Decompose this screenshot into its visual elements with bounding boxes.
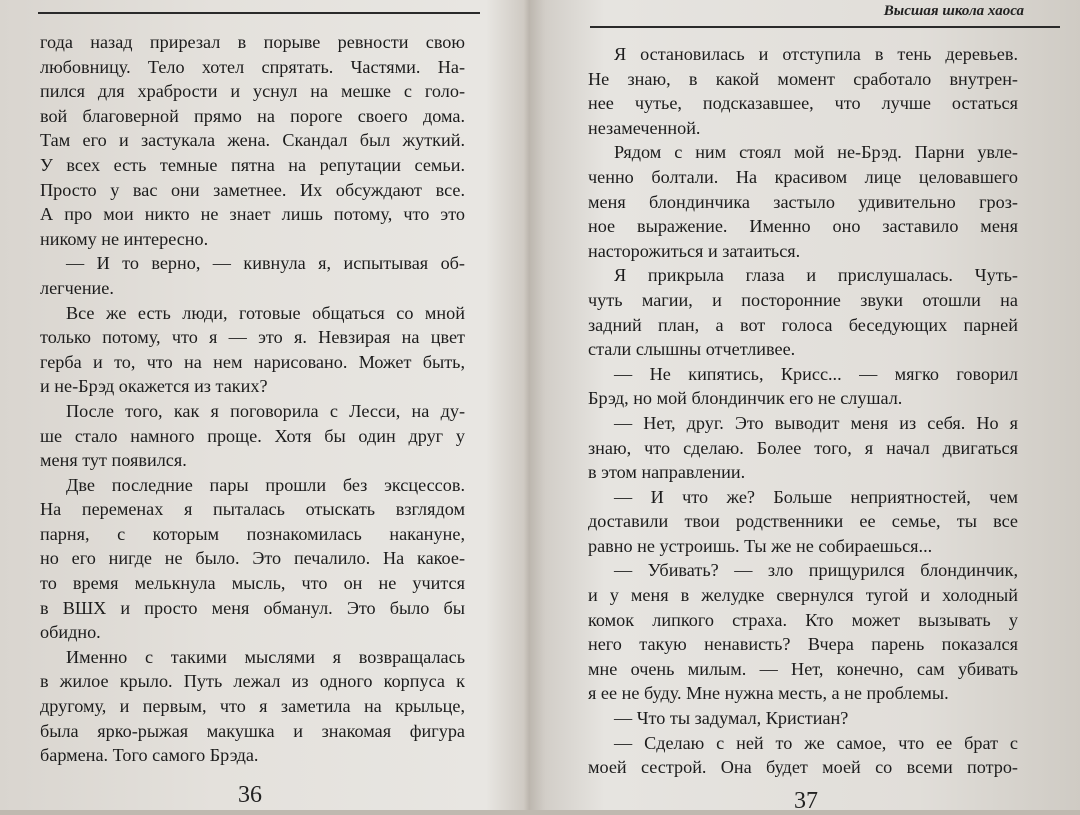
text-line: — Нет, друг. Это выводит меня из себя. Но я	[614, 412, 1018, 433]
text-line: в жилое крыло. Путь лежал из одного корпуса к	[40, 671, 465, 692]
page-number: 36	[238, 782, 262, 808]
header-rule	[590, 26, 1060, 28]
text-line: Просто у вас они заметнее. Их обсуждают все.	[40, 179, 465, 200]
text-line: парня, с которым познакомилась накануне,	[40, 523, 465, 544]
text-line: Я прикрыла глаза и прислушалась. Чуть-	[614, 265, 1018, 286]
left-page	[0, 0, 520, 810]
text-line: Две последние пары прошли без эксцессов.	[66, 474, 465, 495]
text-line: Там его и застукала жена. Скандал был жуткий.	[40, 130, 465, 151]
text-line: ше стало намного проще. Хотя бы один друг у	[40, 425, 465, 446]
text-line: легчение.	[40, 277, 114, 298]
text-line: меня тут появился.	[40, 450, 187, 471]
text-line: — Сделаю с ней то же самое, что ее брат с	[614, 732, 1018, 753]
text-line: была ярко-рыжая макушка и знакомая фигура	[40, 720, 465, 741]
text-line: нее чутье, подсказавшее, что лучше остаться	[588, 93, 1018, 114]
text-line: пился для храбрости и уснул на мешке с голо-	[40, 81, 465, 102]
text-line: А про мои никто не знает лишь потому, что это	[40, 204, 465, 225]
text-line: Я остановилась и отступила в тень деревьев.	[614, 44, 1018, 64]
header-rule	[38, 12, 480, 14]
text-line: него такую ненависть? Вчера парень показался	[588, 634, 1018, 655]
text-line: задний план, а вот голоса беседующих парней	[588, 314, 1018, 335]
text-line: ное выражение. Именно оно заставило меня	[588, 216, 1018, 237]
text-line: незамеченной.	[588, 117, 701, 138]
text-line: в ВШХ и просто меня обманул. Это было бы	[40, 597, 465, 618]
text-line: бармена. Того самого Брэда.	[40, 745, 259, 766]
page-number: 37	[794, 788, 818, 814]
text-line: вой благоверной прямо на пороге своего дома.	[40, 105, 465, 126]
text-line: — Убивать? — зло прищурился блондинчик,	[614, 560, 1018, 581]
text-line: На переменах я пыталась отыскать взглядом	[40, 499, 465, 520]
text-line: в этом направлении.	[588, 462, 746, 483]
text-line: Не знаю, в какой момент сработало внутрен-	[588, 68, 1018, 89]
text-line: только потому, что я — это я. Невзирая на цвет	[40, 327, 465, 348]
text-line: любовницу. Тело хотел спрятать. Частями. На-	[40, 56, 465, 77]
text-line: насторожиться и затаиться.	[588, 240, 801, 261]
text-line: — И то верно, — кивнула я, испытывая об-	[66, 253, 465, 274]
text-line: Все же есть люди, готовые общаться со мной	[66, 302, 465, 323]
text-line: года назад прирезал в порыве ревности свою	[40, 32, 465, 52]
text-line: другому, и первым, что я заметила на крыльце,	[40, 696, 465, 717]
text-line: моей сестрой. Она будет моей со всеми потро-	[588, 757, 1018, 778]
text-line: но его нигде не было. Это печалило. На какое-	[40, 548, 465, 569]
text-line: — И что же? Больше неприятностей, чем	[614, 486, 1018, 507]
text-line: чуть магии, и посторонние звуки отошли на	[588, 289, 1018, 310]
text-line: комок липкого страха. Кто может вызывать у	[588, 609, 1018, 630]
right-page	[542, 0, 1080, 814]
text-line: знаю, что сделаю. Более того, я начал двигаться	[588, 437, 1018, 458]
text-line: никому не интересно.	[40, 228, 209, 249]
text-line: я ее не буду. Мне нужна месть, а не проблемы.	[588, 683, 949, 704]
left-page-text	[40, 30, 465, 768]
text-line: стали слышны отчетливее.	[588, 339, 796, 360]
text-line: мне очень милым. — Нет, конечно, сам убивать	[588, 658, 1018, 679]
text-line: Именно с такими мыслями я возвращалась	[66, 646, 465, 667]
text-line: Брэд, но мой блондинчик его не слушал.	[588, 388, 903, 409]
text-line: После того, как я поговорила с Лесси, на ду-	[66, 400, 465, 421]
text-line: герба и то, что на нем нарисовано. Может быть,	[40, 351, 465, 372]
text-line: то время мелькнула мысль, что он не учится	[40, 573, 465, 594]
text-line: ченно болтали. На красивом лице целовавшего	[588, 166, 1018, 187]
running-head: Высшая школа хаоса	[883, 3, 1024, 19]
text-line: меня блондинчика застыло удивительно гроз-	[588, 191, 1018, 212]
text-line: обидно.	[40, 622, 101, 643]
text-line: доставили твои родственники ее семье, ты все	[588, 511, 1018, 532]
text-line: Рядом с ним стоял мой не-Брэд. Парни увле-	[614, 142, 1018, 163]
text-line: — Не кипятись, Крисс... — мягко говорил	[614, 363, 1018, 384]
text-line: У всех есть темные пятна на репутации семьи.	[40, 154, 465, 175]
text-line: равно не устроишь. Ты же не собираешься...	[588, 535, 933, 556]
text-line: — Что ты задумал, Кристиан?	[614, 708, 849, 729]
text-line: и у меня в желудке свернулся тугой и холодный	[588, 585, 1018, 606]
text-line: и не-Брэд окажется из таких?	[40, 376, 268, 397]
right-page-text	[588, 42, 1018, 780]
